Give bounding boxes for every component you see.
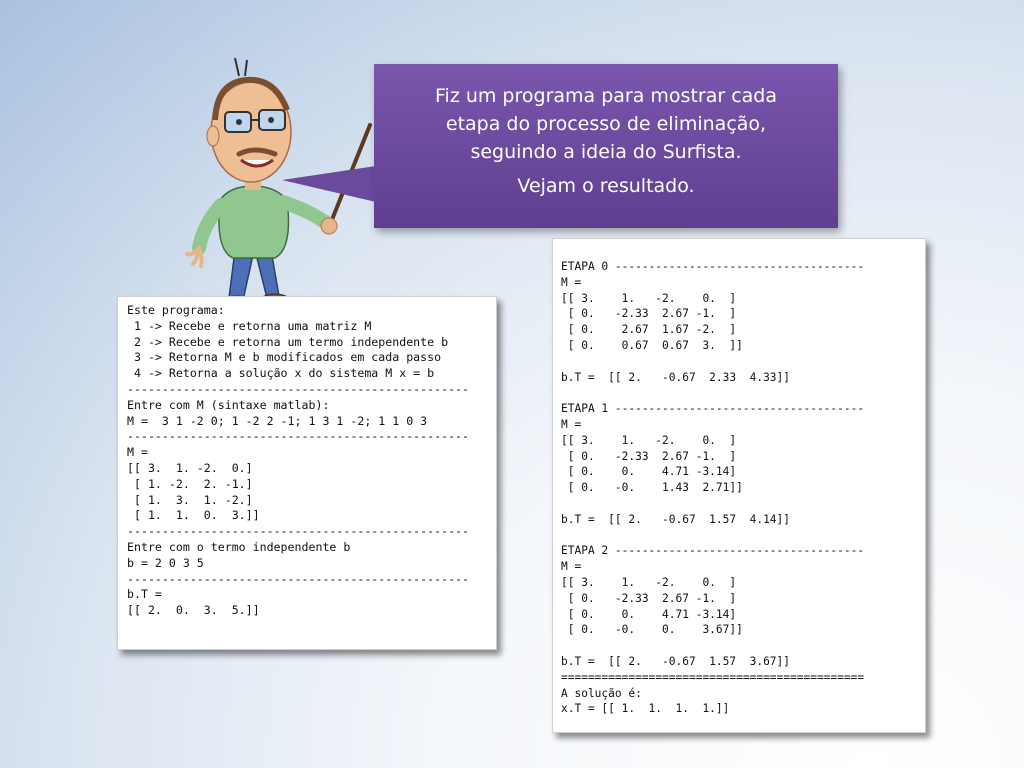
speech-bubble-text — [374, 82, 838, 200]
speech-line-2: etapa do processo de eliminação, — [445, 113, 767, 135]
right-console-output — [552, 238, 926, 733]
left-console-output — [117, 296, 497, 650]
speech-bubble — [374, 64, 838, 228]
speech-line-4: Vejam o resultado. — [517, 175, 695, 197]
speech-line-1: Fiz um programa para mostrar cada — [435, 85, 777, 107]
left-console-text: Este programa: 1 -> Recebe e retorna uma matriz M 2 -> Recebe e retorna um termo independente b 3 -> Retorna M e b modificados em cada passo 4 -> Retorna a solução x do sistema M x = b ------------------------------------------------- Entre com M (sintaxe matlab): M = 3 1 -2 0; 1 -2 2 -1; 1 3 1 -2; 1 1 0 3 ------------------------------------------------- M = [[ 3. 1. -2. 0.] [ 1. -2. 2. -1.] [ 1. 3. 1. -2.] [ 1. 1. 0. 3.]] ------------------------------------------------- Entre com o termo independente b b = 2 0 3 5 ------------------------------------------------- b.T = [[ 2. 0. 3. 5.]] — [127, 303, 470, 618]
speech-line-3: seguindo a ideia do Surfista. — [470, 141, 742, 163]
right-console-text: ETAPA 0 ------------------------------------- M = [[ 3. 1. -2. 0. ] [ 0. -2.33 2.67 -1. ] [ 0. 2.67 1.67 -2. ] [ 0. 0.67 0.67 3. ]] b.T = [[ 2. -0.67 2.33 4.33]] ETAPA 1 ------------------------------------- M = [[ 3. 1. -2. 0. ] [ 0. -2.33 2.67 -1. ] [ 0. 0. 4.71 -3.14] [ 0. -0. 1.43 2.71]] b.T = [[ 2. -0.67 1.57 4.14]] ETAPA 2 ------------------------------------- M = [[ 3. 1. -2. 0. ] [ 0. -2.33 2.67 -1. ] [ 0. 0. 4.71 -3.14] [ 0. -0. 0. 3.67]] b.T = [[ 2. -0.67 1.57 3.67]] ============================================= A solução é: x.T = [[ 1. 1. 1. 1.]] — [561, 260, 865, 716]
speech-bubble-pointer — [282, 166, 376, 202]
